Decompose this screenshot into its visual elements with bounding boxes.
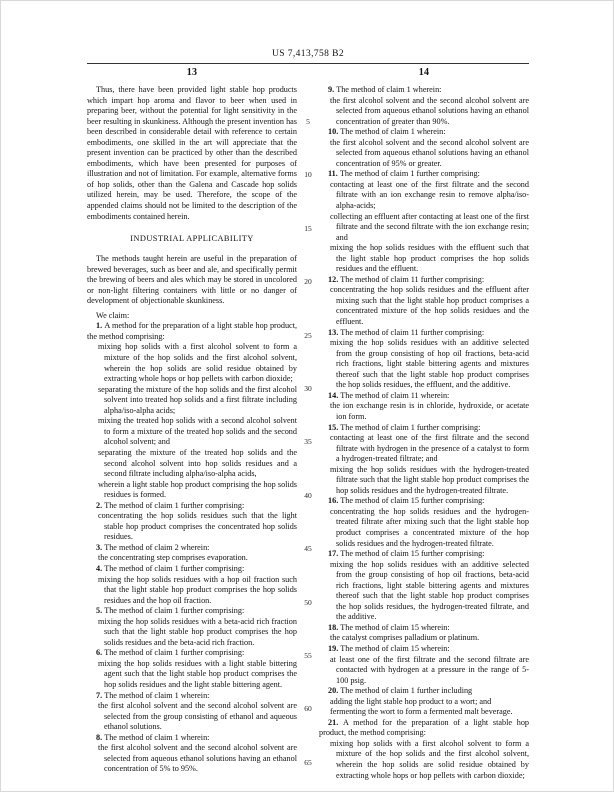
gutter-line-number: 45 <box>304 544 312 554</box>
claim-4-clause: mixing the hop solids residues with a hop oil fraction such that the light stable hop product comprises the hop solids residues and the hop oil fraction. <box>98 574 297 605</box>
claim-2-clause: concentrating the hop solids residues such that the light stable hop product comprises the concentrated hop solids residues. <box>98 511 297 542</box>
claim-10-intro: 10. The method of claim 1 wherein: <box>328 127 446 137</box>
applicability-paragraph: The methods taught herein are useful in the preparation of brewed beverages, such as beer and ale, and specifically permit the brewing of beers and ales which may be stored in uncolored or non-light filtering containers with little or no danger of development of objectionable skunkiness. <box>87 254 297 306</box>
claim-18-number: 18. <box>328 622 341 632</box>
claim-20-clause: fermenting the wort to form a fermented malt beverage. <box>330 707 513 717</box>
closing-paragraph: Thus, there have been provided light stable hop products which impart hop aroma and flavor to beer when used in preparing beer, without the potential for light sensitivity in the beer resulting in skunkiness. Although the present invention has been described in considerable detail with reference to certain embodiments, one skilled in the art will appreciate that the present invention can be practiced by other than the described embodiments, which have been presented for purposes of illustration and not of limitation. For example, alternative forms of hop solids, other than the Galena and Cascade hop solids utilized herein, may be used. Therefore, the scope of the appended claims should not be limited to the description of the embodiments contained herein. <box>87 85 297 221</box>
claim-21-intro: 21. A method for the preparation of a light stable hop product, the method comprising: <box>319 717 529 738</box>
claim-13-clause: mixing the hop solids residues with an additive selected from the group consisting of hop oil fractions, beta-acid rich fractions, light stable bittering agents and mixtures thereof such that the light stable hop product comprises the hop solids residues, the effluent, and the additive. <box>330 338 529 390</box>
claim-18-clause: the catalyst comprises palladium or platinum. <box>330 633 480 643</box>
gutter-line-number: 40 <box>304 490 312 500</box>
claim-1-clause: separating the mixture of the hop solids and the first alcohol solvent into treated hop solids and a first filtrate including alpha/iso-alpha acids; <box>98 384 297 415</box>
gutter-line-number: 65 <box>304 757 312 767</box>
claim-5-intro: 5. The method of claim 1 further comprising: <box>96 606 245 616</box>
claim-7-intro: 7. The method of claim 1 wherein: <box>96 690 210 700</box>
claim-8-intro: 8. The method of claim 1 wherein: <box>96 732 210 742</box>
column-13 <box>87 67 297 781</box>
claim-16-intro: 16. The method of claim 15 further comprising: <box>328 496 485 506</box>
two-column-body <box>87 67 529 781</box>
claim-8-number: 8. <box>96 732 105 742</box>
claim-20-intro: 20. The method of claim 1 further including <box>328 686 473 696</box>
claim-11-intro: 11. The method of claim 1 further comprising: <box>328 169 480 179</box>
claim-14-intro: 14. The method of claim 11 wherein: <box>328 390 450 400</box>
claim-7-number: 7. <box>96 690 105 700</box>
gutter-line-number: 25 <box>304 330 312 340</box>
claim-12-number: 12. <box>328 274 341 284</box>
claim-9-intro: 9. The method of claim 1 wherein: <box>328 85 442 94</box>
claim-1-clause: mixing the treated hop solids with a second alcohol solvent to form a mixture of the treated hop solids and the second alcohol solvent; and <box>98 416 297 447</box>
claim-10-clause: the first alcohol solvent and the second alcohol solvent are selected from aqueous ethanol solutions having an ethanol concentration of 95% or greater. <box>330 137 529 168</box>
claim-2-intro: 2. The method of claim 1 further comprising: <box>96 500 245 510</box>
claims-lead: We claim: <box>96 310 130 320</box>
column-number-left: 13 <box>186 67 198 78</box>
claim-5-number: 5. <box>96 606 105 616</box>
claim-20-number: 20. <box>328 686 341 696</box>
column-number-right: 14 <box>418 67 430 78</box>
claim-20-clause: adding the light stable hop product to a wort; and <box>330 696 492 706</box>
industrial-applicability-heading: INDUSTRIAL APPLICABILITY <box>130 234 254 244</box>
claim-17-clause: mixing the hop solids residues with an additive selected from the group consisting of hop oil fractions, beta-acid rich fractions, light stable bittering agents and mixtures thereof such that the light stable hop product comprises the hop solids residues, the hydrogen-treated filtrate, and the additive. <box>330 559 529 622</box>
claim-6-intro: 6. The method of claim 1 further comprising: <box>96 648 245 658</box>
claim-15-clause: mixing the hop solids residues with the hydrogen-treated filtrate such that the light stable hop product comprises the hop solids residues and the hydrogen-treated filtrate. <box>330 464 529 495</box>
gutter-line-number: 20 <box>304 277 312 287</box>
claim-17-number: 17. <box>328 549 341 559</box>
claims-left-container <box>87 321 297 775</box>
gutter-line-number: 15 <box>304 223 312 233</box>
page-header <box>87 49 529 59</box>
gutter-line-number: 60 <box>304 704 312 714</box>
claim-19-intro: 19. The method of claim 15 wherein: <box>328 643 450 653</box>
claim-17-intro: 17. The method of claim 15 further comprising: <box>328 549 485 559</box>
claim-18-intro: 18. The method of claim 15 wherein: <box>328 622 450 632</box>
line-number-gutter <box>297 67 319 781</box>
claim-15-intro: 15. The method of claim 1 further comprising: <box>328 422 481 432</box>
claim-1-clause: separating the mixture of the treated hop solids and the second alcohol solvent into hop solids residues and a second filtrate including alpha/iso-alpha acids, <box>98 447 297 479</box>
header-rule <box>87 63 529 64</box>
gutter-line-number: 5 <box>306 117 310 126</box>
claim-11-number: 11. <box>328 169 340 179</box>
claim-15-clause: contacting at least one of the first filtrate and the second filtrate with hydrogen in the presence of a catalyst to form a hydrogen-treated filtrate; and <box>330 433 529 464</box>
gutter-line-number: 50 <box>304 597 312 607</box>
gutter-line-number: 55 <box>304 651 312 660</box>
claim-15-number: 15. <box>328 422 341 432</box>
gutter-line-number: 30 <box>304 384 312 393</box>
claim-14-number: 14. <box>328 390 341 400</box>
claim-1-intro: 1. A method for the preparation of a light stable hop product, the method comprising: <box>87 321 297 341</box>
claim-8-clause: the first alcohol solvent and the second alcohol solvent are selected from aqueous ethanol solutions having an ethanol concentration of 5% to 95%. <box>98 743 297 774</box>
patent-number: US 7,413,758 B2 <box>272 49 344 59</box>
claim-11-clause: contacting at least one of the first filtrate and the second filtrate with an ion exchange resin to remove alpha/iso-alpha-acids; <box>330 179 529 211</box>
claim-11-clause: collecting an effluent after contacting at least one of the first filtrate and the second filtrate with the ion exchange resin; and <box>330 211 529 242</box>
gutter-line-number: 35 <box>304 437 312 447</box>
claim-19-clause: at least one of the first filtrate and the second filtrate are contacted with hydrogen at a pressure in the range of 5-100 psig. <box>330 654 529 685</box>
claim-1-number: 1. <box>96 321 105 331</box>
claim-3-clause: the concentrating step comprises evaporation. <box>98 553 248 563</box>
claim-9-clause: the first alcohol solvent and the second alcohol solvent are selected from aqueous ethanol solutions having an ethanol concentration of greater than 90%. <box>330 95 529 126</box>
claim-13-number: 13. <box>328 327 341 337</box>
claim-1-clause: wherein a light stable hop product comprising the hop solids residues is formed. <box>98 479 297 500</box>
claim-21-number: 21. <box>328 717 343 727</box>
claim-14-clause: the ion exchange resin is in chloride, hydroxide, or acetate ion form. <box>330 401 529 421</box>
claim-9-number: 9. <box>328 85 337 94</box>
column-14 <box>319 67 529 781</box>
claim-1-clause: mixing hop solids with a first alcohol solvent to form a mixture of the hop solids and the first alcohol solvent, wherein the hop solids are solid residue obtained by extracting whole hops or hop pellets with carbon dioxide; <box>98 342 297 384</box>
claim-5-clause: mixing the hop solids residues with a beta-acid rich fraction such that the light stable hop product comprises the hop solids residues and the beta-acid rich fraction. <box>98 616 297 647</box>
claim-11-clause: mixing the hop solids residues with the effluent such that the light stable hop product comprises the hop solids residues and the effluent. <box>330 243 529 274</box>
claim-3-number: 3. <box>96 542 105 552</box>
claim-2-number: 2. <box>96 500 105 510</box>
claim-7-clause: the first alcohol solvent and the second alcohol solvent are selected from the group consisting of ethanol and aqueous ethanol solutions. <box>98 701 297 732</box>
claim-13-intro: 13. The method of claim 11 further comprising: <box>328 327 485 337</box>
claim-21-clause: mixing hop solids with a first alcohol solvent to form a mixture of the hop solids and the first alcohol solvent, wherein the hop solids are solid residue obtained by extracting whole hops or hop pellets with carbon dioxide; <box>330 738 529 780</box>
claim-4-number: 4. <box>96 563 105 573</box>
claims-right-container <box>319 85 529 781</box>
gutter-line-number: 10 <box>304 170 312 180</box>
claim-6-number: 6. <box>96 648 105 658</box>
claim-3-intro: 3. The method of claim 2 wherein: <box>96 542 210 552</box>
claim-12-intro: 12. The method of claim 11 further comprising: <box>328 274 485 284</box>
claim-16-clause: concentrating the hop solids residues and the hydrogen-treated filtrate after mixing such that the light stable hop product comprises a concentrated mixture of the hop solids residues and the hydrogen-treated filtrate. <box>330 506 529 548</box>
claim-16-number: 16. <box>328 496 341 506</box>
claim-10-number: 10. <box>328 127 341 137</box>
claim-6-clause: mixing the hop solids residues with a light stable bittering agent such that the light stable hop product comprises the hop solids residues and the light stable bittering agent. <box>98 658 297 689</box>
claim-4-intro: 4. The method of claim 1 further comprising: <box>96 563 245 573</box>
claim-12-clause: concentrating the hop solids residues and the effluent after mixing such that the light stable hop product comprises a concentrated mixture of the hop solids residues and the effluent. <box>330 285 529 327</box>
claim-19-number: 19. <box>328 643 341 653</box>
